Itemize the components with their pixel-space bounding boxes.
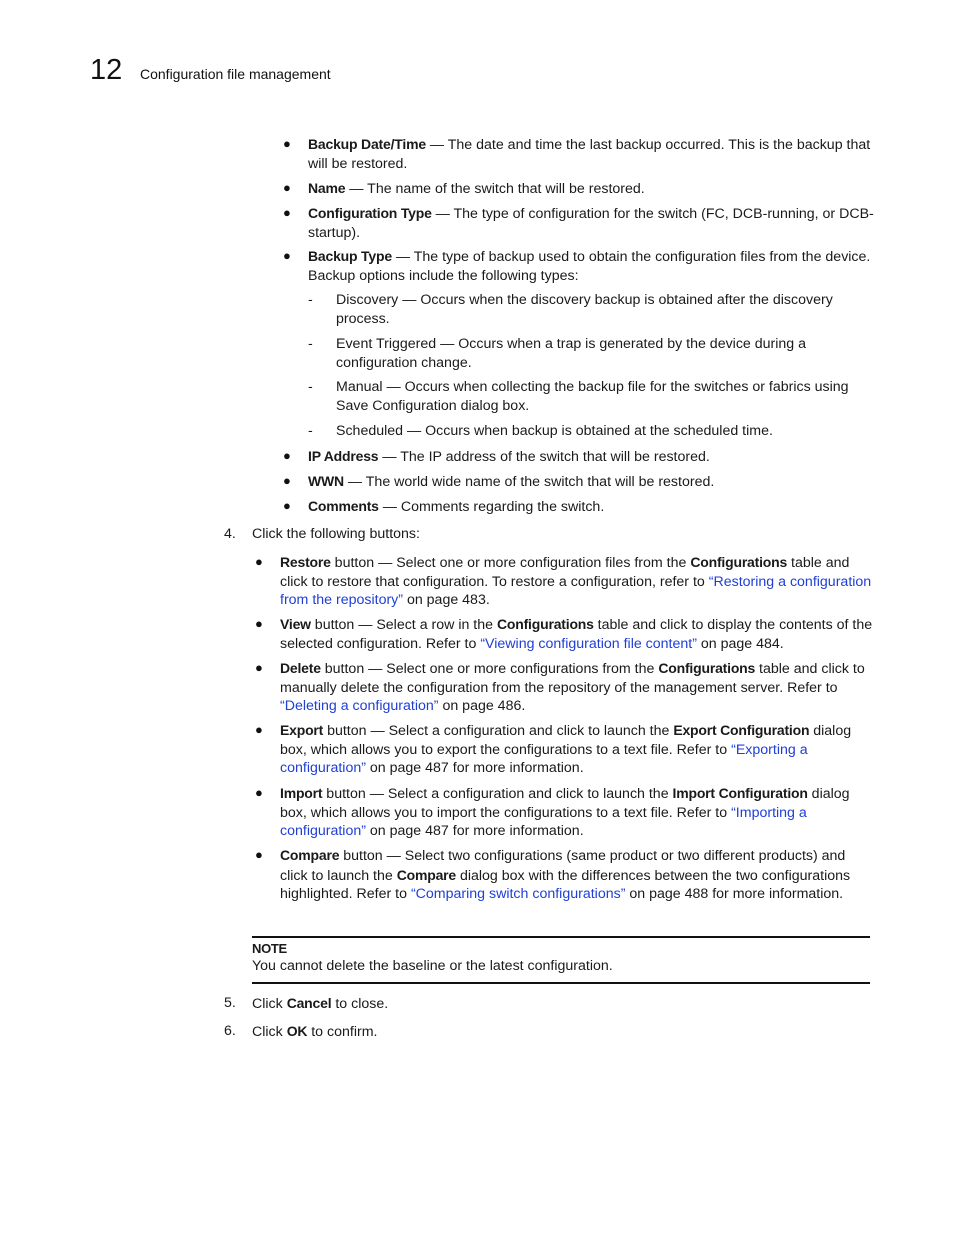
text: dialog box, which allows you to import the configurations to a text file. Refer to bbox=[280, 786, 850, 821]
text: on page 487 for more information. bbox=[365, 823, 584, 840]
dash-icon: - bbox=[308, 379, 313, 395]
bullet-icon: ● bbox=[255, 616, 263, 631]
sub-list-item: Discovery — Occurs when the discovery backup is obtained after the discovery process. bbox=[336, 292, 833, 327]
text: on page 488 for more information. bbox=[625, 886, 844, 903]
link-exporting-configuration[interactable]: “Exporting a configuration” bbox=[280, 741, 808, 777]
text: button — Select one or more configuration files from the bbox=[330, 555, 691, 571]
note-text: You cannot delete the baseline or the latest configuration. bbox=[252, 958, 613, 974]
button-term: Delete bbox=[280, 660, 321, 676]
field-term: Comments bbox=[308, 498, 379, 514]
ui-term: Compare bbox=[396, 866, 457, 883]
field-description: — The type of configuration for the switch (FC, DCB-running, or DCB-startup). bbox=[308, 206, 874, 241]
bullet-icon: ● bbox=[283, 136, 291, 151]
step-number: 6. bbox=[224, 1023, 236, 1039]
dash-icon: - bbox=[308, 292, 313, 308]
note-box bbox=[252, 936, 870, 984]
field-term: Name bbox=[308, 180, 346, 196]
list-item-import bbox=[280, 784, 874, 841]
sub-list-item: Manual — Occurs when collecting the backup file for the switches or fabrics using Save Configuration dialog box. bbox=[336, 379, 849, 414]
text: on page 487 for more information. bbox=[365, 760, 584, 777]
ui-term: Import Configuration bbox=[672, 785, 808, 801]
list-item-restore bbox=[280, 553, 874, 610]
button-term: Compare bbox=[280, 847, 340, 863]
list-item bbox=[308, 497, 874, 517]
dash-icon: - bbox=[308, 336, 313, 352]
field-term: Configuration Type bbox=[308, 205, 432, 221]
list-item bbox=[308, 135, 874, 173]
field-description: — The IP address of the switch that will be restored. bbox=[378, 449, 710, 465]
chapter-title: Configuration file management bbox=[140, 66, 331, 82]
text: button — Select a configuration and click to launch the bbox=[323, 723, 674, 739]
bullet-icon: ● bbox=[283, 448, 291, 463]
bullet-icon: ● bbox=[255, 660, 263, 675]
text: dialog box, which allows you to export the configurations to a text file. Refer to bbox=[280, 723, 852, 758]
sub-list-item: Scheduled — Occurs when backup is obtained at the scheduled time. bbox=[336, 423, 773, 439]
list-item bbox=[308, 179, 874, 199]
cancel-term: Cancel bbox=[286, 995, 332, 1011]
ui-term: Configurations bbox=[690, 554, 788, 570]
bullet-icon: ● bbox=[255, 722, 263, 737]
button-term: View bbox=[280, 616, 311, 632]
list-item bbox=[308, 447, 874, 467]
field-term: Backup Type bbox=[308, 248, 392, 264]
step-text: Click the following buttons: bbox=[252, 526, 420, 542]
field-description: — The date and time the last backup occurred. This is the backup that will be restored. bbox=[308, 137, 871, 172]
text: on page 483. bbox=[403, 592, 490, 609]
button-term: Import bbox=[280, 785, 323, 801]
text: table and click to restore that configuration. To restore a configuration, refer to bbox=[280, 555, 850, 590]
field-description: — The name of the switch that will be restored. bbox=[345, 181, 645, 197]
text: button — Select one or more configurations from the bbox=[320, 661, 659, 677]
field-term: WWN bbox=[308, 473, 344, 489]
chapter-number: 12 bbox=[90, 54, 123, 86]
field-description: — Comments regarding the switch. bbox=[378, 499, 605, 515]
list-item-view bbox=[280, 615, 874, 653]
bullet-icon: ● bbox=[283, 473, 291, 488]
sub-list-item: Event Triggered — Occurs when a trap is generated by the device during a configuration change. bbox=[336, 336, 807, 371]
button-term: Restore bbox=[280, 554, 331, 570]
step-number: 4. bbox=[224, 526, 236, 542]
ui-term: Configurations bbox=[658, 660, 756, 676]
text: Click bbox=[252, 996, 287, 1012]
list-item-export bbox=[280, 721, 874, 778]
bullet-icon: ● bbox=[283, 205, 291, 220]
list-item bbox=[308, 472, 874, 492]
text: table and click to manually delete the configuration from the repository of the management server. Refer to bbox=[280, 661, 865, 696]
ui-term: Configurations bbox=[496, 616, 594, 632]
list-item-delete bbox=[280, 659, 874, 716]
text: dialog box with the differences between the two configurations highlighted. Refer to bbox=[280, 867, 851, 903]
step-number: 5. bbox=[224, 995, 236, 1011]
bullet-icon: ● bbox=[283, 248, 291, 263]
step-text bbox=[252, 1022, 872, 1042]
link-importing-configuration[interactable]: “Importing a configuration” bbox=[280, 804, 807, 840]
text: on page 486. bbox=[438, 698, 526, 715]
text: to close. bbox=[331, 996, 389, 1012]
bullet-icon: ● bbox=[255, 554, 263, 569]
button-term: Export bbox=[280, 722, 324, 738]
field-term: Backup Date/Time bbox=[308, 136, 426, 152]
bullet-icon: ● bbox=[255, 785, 263, 800]
link-deleting-configuration[interactable]: “Deleting a configuration” bbox=[280, 698, 439, 715]
field-description: — The type of backup used to obtain the configuration files from the device. Backup options include the following types: bbox=[308, 249, 871, 284]
field-term: IP Address bbox=[308, 448, 379, 464]
dash-icon: - bbox=[308, 423, 313, 439]
list-item bbox=[308, 247, 874, 285]
link-viewing-configuration[interactable]: “Viewing configuration file content” bbox=[480, 635, 697, 652]
ui-term: Export Configuration bbox=[673, 722, 810, 738]
text: button — Select a configuration and click to launch the bbox=[322, 786, 673, 802]
text: table and click to display the contents of the selected configuration. Refer to bbox=[280, 617, 873, 652]
list-item-compare bbox=[280, 846, 874, 904]
note-label: NOTE bbox=[252, 941, 287, 956]
text: Click bbox=[252, 1024, 287, 1040]
bullet-icon: ● bbox=[283, 498, 291, 513]
ok-term: OK bbox=[286, 1023, 308, 1039]
step-text bbox=[252, 994, 872, 1014]
text: button — Select two configurations (same product or two different products) and click to launch the bbox=[280, 848, 846, 884]
bullet-icon: ● bbox=[283, 180, 291, 195]
text: on page 484. bbox=[696, 635, 784, 652]
text: to confirm. bbox=[307, 1024, 378, 1040]
field-description: — The world wide name of the switch that will be restored. bbox=[343, 474, 715, 490]
link-comparing-configurations[interactable]: “Comparing switch configurations” bbox=[410, 886, 626, 903]
text: button — Select a row in the bbox=[310, 617, 497, 633]
link-restoring-configuration[interactable]: “Restoring a configuration from the repository” bbox=[280, 573, 872, 609]
bullet-icon: ● bbox=[255, 847, 263, 862]
list-item bbox=[308, 204, 874, 242]
